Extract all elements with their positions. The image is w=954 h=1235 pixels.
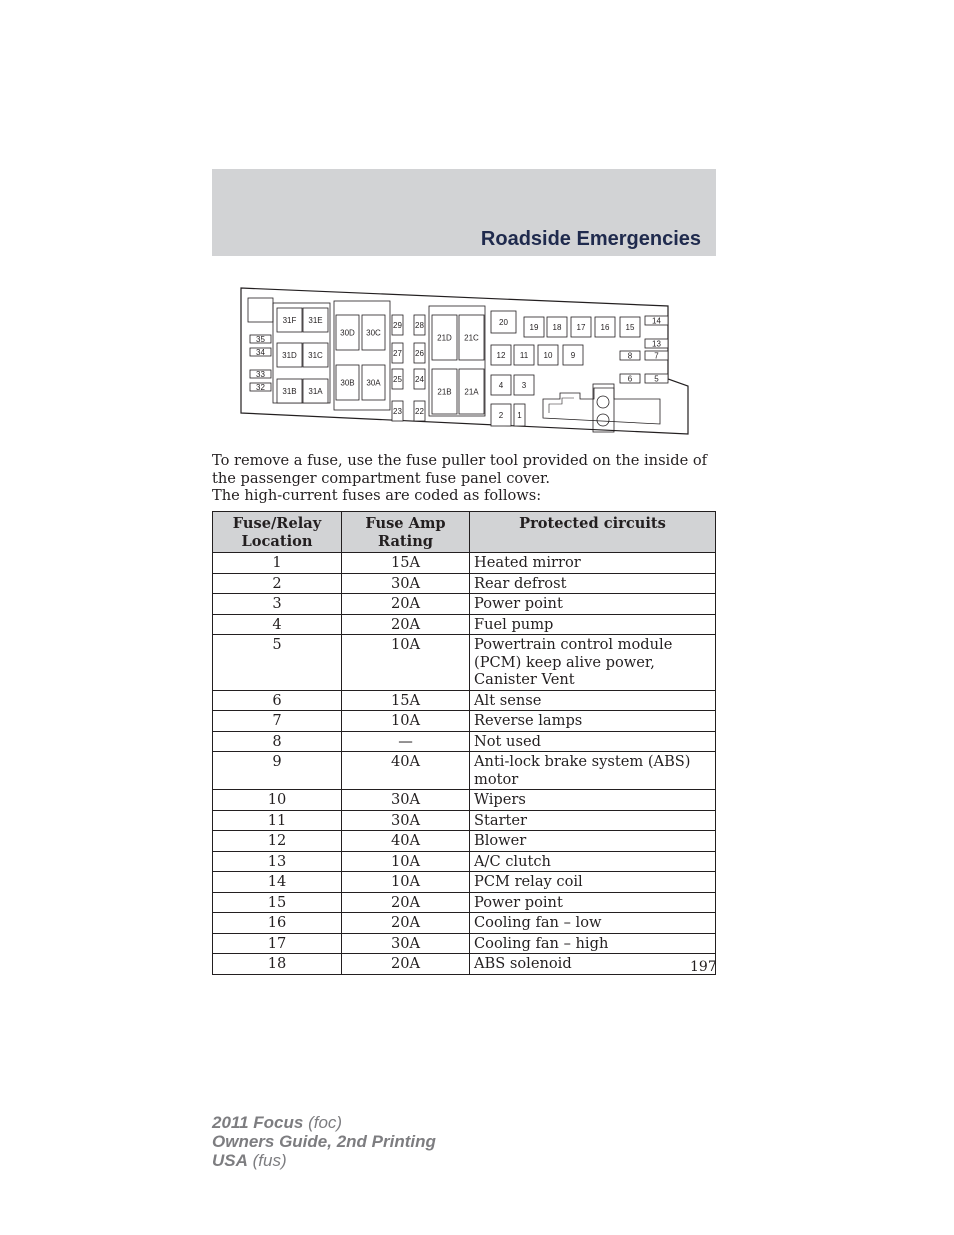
header-amp-rating: Fuse Amp Rating (342, 512, 470, 553)
table-row (213, 790, 716, 811)
footer-line-2: Owners Guide, 2nd Printing (212, 1132, 436, 1151)
fuse-circuit-cell: Anti-lock brake system (ABS) motor (470, 752, 716, 790)
fuse-label: 21D (437, 333, 452, 343)
fuse-amp-cell: 10A (342, 711, 470, 732)
fuse-label: 13 (652, 339, 661, 349)
fuse-amp-cell: 30A (342, 573, 470, 594)
fuse-location-cell: 1 (213, 553, 342, 574)
fuse-location-cell: 11 (213, 810, 342, 831)
fuse-amp-cell: 30A (342, 810, 470, 831)
fuse-label: 10 (543, 351, 553, 360)
fuse-label: 19 (529, 323, 539, 332)
fuse-circuit-cell: Heated mirror (470, 553, 716, 574)
fuse-label: 16 (600, 323, 610, 332)
fuse-location-cell: 3 (213, 594, 342, 615)
table-header-row (213, 512, 716, 553)
fuse-table (212, 511, 716, 975)
footer (212, 1113, 436, 1170)
fuse-label: 26 (415, 349, 424, 358)
fuse-location-cell: 15 (213, 892, 342, 913)
fuse-label: 24 (415, 375, 424, 384)
fuse-panel-diagram (240, 287, 690, 437)
fuse-label: 9 (570, 351, 576, 360)
table-row (213, 913, 716, 934)
fuse-label: 28 (415, 321, 424, 330)
fuse-label: 20 (499, 318, 508, 327)
fuse-amp-cell: 20A (342, 913, 470, 934)
table-row (213, 892, 716, 913)
fuse-circuit-cell: Cooling fan – low (470, 913, 716, 934)
page-number: 197 (690, 959, 717, 975)
footer-line-1 (212, 1113, 436, 1132)
fuse-location-cell: 10 (213, 790, 342, 811)
table-row (213, 614, 716, 635)
fuse-label: 14 (652, 316, 661, 326)
fuse-label: 29 (393, 321, 402, 330)
table-row (213, 872, 716, 893)
fuse-label: 4 (498, 381, 504, 390)
fuse-amp-cell: 30A (342, 790, 470, 811)
table-row (213, 711, 716, 732)
fuse-label: 3 (521, 381, 527, 390)
fuse-circuit-cell: Powertrain control module (PCM) keep alive power, Canister Vent (470, 635, 716, 691)
table-row (213, 731, 716, 752)
footer-model-code: (foc) (303, 1113, 343, 1132)
fuse-amp-cell: 15A (342, 690, 470, 711)
fuse-label: 30D (340, 328, 355, 338)
fuse-circuit-cell: Wipers (470, 790, 716, 811)
fuse-location-cell: 6 (213, 690, 342, 711)
fuse-label: 21B (437, 387, 452, 397)
fuse-label: 30A (366, 378, 381, 388)
table-row (213, 954, 716, 975)
fuse-circuit-cell: A/C clutch (470, 851, 716, 872)
table-row (213, 573, 716, 594)
fuse-label: 2 (498, 411, 504, 420)
table-row (213, 690, 716, 711)
fuse-label: 35 (256, 335, 265, 344)
fuse-amp-cell: 20A (342, 892, 470, 913)
fuse-label: 25 (393, 375, 402, 384)
intro-coding-note: The high-current fuses are coded as follows: (212, 487, 542, 504)
fuse-amp-cell: 20A (342, 594, 470, 615)
fuse-circuit-cell: Power point (470, 892, 716, 913)
section-title: Roadside Emergencies (480, 228, 701, 250)
fuse-label: 11 (519, 351, 529, 360)
table-row (213, 635, 716, 691)
fuse-circuit-cell: ABS solenoid (470, 954, 716, 975)
fuse-label: 21C (464, 333, 479, 343)
fuse-label: 15 (625, 323, 635, 332)
fuse-location-cell: 5 (213, 635, 342, 691)
fuse-location-cell: 2 (213, 573, 342, 594)
fuse-label: 31B (282, 387, 297, 396)
fuse-amp-cell: 40A (342, 831, 470, 852)
fuse-location-cell: 16 (213, 913, 342, 934)
fuse-amp-cell: 30A (342, 933, 470, 954)
fuse-label: 30B (340, 378, 355, 388)
table-row (213, 851, 716, 872)
fuse-circuit-cell: Blower (470, 831, 716, 852)
fuse-location-cell: 9 (213, 752, 342, 790)
fuse-label: 1 (517, 411, 522, 420)
table-row (213, 752, 716, 790)
fuse-label: 5 (654, 374, 659, 384)
fuse-amp-cell: 10A (342, 635, 470, 691)
fuse-label: 17 (576, 323, 586, 332)
table-row (213, 933, 716, 954)
fuse-location-cell: 12 (213, 831, 342, 852)
footer-market-code: (fus) (247, 1151, 287, 1170)
footer-market: USA (212, 1151, 248, 1170)
fuse-label: 18 (552, 323, 562, 332)
fuse-location-cell: 13 (213, 851, 342, 872)
fuse-label: 27 (393, 349, 402, 358)
fuse-label: 21A (464, 387, 479, 397)
fuse-amp-cell: 10A (342, 872, 470, 893)
fuse-label: 30C (366, 328, 381, 338)
fuse-circuit-cell: PCM relay coil (470, 872, 716, 893)
fuse-amp-cell: — (342, 731, 470, 752)
fuse-location-cell: 4 (213, 614, 342, 635)
fuse-label: 8 (627, 351, 633, 361)
fuse-amp-cell: 15A (342, 553, 470, 574)
intro-instructions: To remove a fuse, use the fuse puller tool provided on the inside of the passenger compartment fuse panel cover. (212, 452, 708, 487)
fuse-label: 34 (256, 348, 265, 357)
fuse-amp-cell: 20A (342, 954, 470, 975)
fuse-label: 23 (393, 407, 402, 416)
fuse-label: 32 (256, 383, 265, 392)
fuse-label: 7 (654, 351, 659, 361)
fuse-location-cell: 8 (213, 731, 342, 752)
section-header-band (212, 169, 716, 256)
footer-model: 2011 Focus (212, 1113, 304, 1132)
fuse-label: 12 (496, 351, 506, 360)
fuse-circuit-cell: Reverse lamps (470, 711, 716, 732)
fuse-circuit-cell: Cooling fan – high (470, 933, 716, 954)
table-row (213, 594, 716, 615)
table-row (213, 810, 716, 831)
fuse-label: 33 (256, 370, 265, 379)
fuse-circuit-cell: Starter (470, 810, 716, 831)
fuse-label: 31C (308, 351, 323, 360)
fuse-location-cell: 7 (213, 711, 342, 732)
table-row (213, 831, 716, 852)
fuse-circuit-cell: Rear defrost (470, 573, 716, 594)
fuse-amp-cell: 20A (342, 614, 470, 635)
fuse-label: 6 (627, 374, 633, 384)
fuse-label: 22 (415, 407, 424, 416)
fuse-location-cell: 14 (213, 872, 342, 893)
fuse-circuit-cell: Fuel pump (470, 614, 716, 635)
fuse-label: 31D (282, 351, 297, 360)
fuse-amp-cell: 10A (342, 851, 470, 872)
fuse-panel-svg (240, 287, 690, 437)
fuse-circuit-cell: Not used (470, 731, 716, 752)
intro-text (212, 452, 716, 505)
fuse-label: 31F (282, 316, 297, 325)
fuse-circuit-cell: Power point (470, 594, 716, 615)
fuse-label: 31E (308, 316, 323, 325)
header-location: Fuse/Relay Location (213, 512, 342, 553)
fuse-amp-cell: 40A (342, 752, 470, 790)
footer-line-3 (212, 1151, 436, 1170)
fuse-location-cell: 18 (213, 954, 342, 975)
fuse-circuit-cell: Alt sense (470, 690, 716, 711)
table-row (213, 553, 716, 574)
fuse-label: 31A (308, 387, 323, 396)
fuse-location-cell: 17 (213, 933, 342, 954)
header-protected-circuits: Protected circuits (470, 512, 716, 553)
